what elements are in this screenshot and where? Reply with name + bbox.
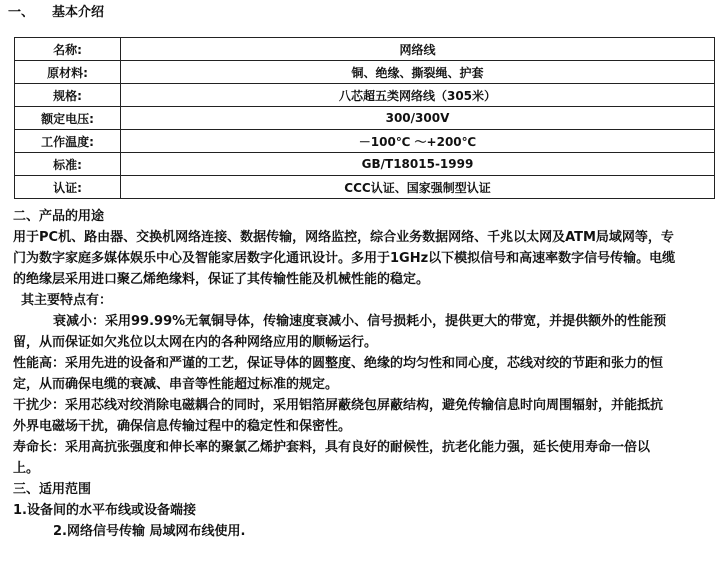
section1-heading (8, 4, 104, 22)
spec-value: CCC认证、国家强制型认证 (121, 176, 715, 199)
spec-value: GB/T18015-1999 (121, 153, 715, 176)
table-row (15, 107, 715, 130)
feature-line: 留，从而保证如欠兆位以太网在内的各种网络应用的顺畅运行。 (13, 335, 378, 350)
usage-line: 的绝缘层采用进口聚乙烯绝缘料，保证了其传输性能及机械性能的稳定。 (13, 272, 430, 287)
feature-line: 上。 (13, 461, 40, 476)
feature-line: 定，从而确保电缆的衰减、串音等性能超过标准的规定。 (13, 377, 339, 392)
features-title: 其主要特点有： (21, 293, 113, 308)
feature-line: 外界电磁场干扰，确保信息传输过程中的稳定性和保密性。 (13, 419, 352, 434)
spec-table (14, 37, 715, 199)
section3-item: 1.设备间的水平布线或设备端接 (13, 503, 196, 518)
body-text (13, 206, 718, 542)
spec-label: 工作温度: (15, 130, 121, 153)
table-row (15, 153, 715, 176)
feature-line: 干扰少：采用芯线对绞消除电磁耦合的同时，采用铝箔屏蔽绕包屏蔽结构，避免传输信息时向周围辐射，并能抵抗 (13, 398, 664, 413)
table-row (15, 130, 715, 153)
table-row (15, 38, 715, 61)
feature-line: 寿命长：采用高抗张强度和伸长率的聚氯乙烯护套料，具有良好的耐候性，抗老化能力强，延长使用寿命一倍以 (13, 440, 651, 455)
feature-line: 衰减小：采用99.99%无氧铜导体，传输速度衰减小、信号损耗小，提供更大的带宽，并提供额外的性能预 (53, 314, 667, 329)
table-row (15, 84, 715, 107)
spec-label: 名称: (15, 38, 121, 61)
spec-value: －100℃ ～+200℃ (121, 130, 715, 153)
section1-title: 基本介绍 (52, 5, 105, 20)
section1-number: 一、 (8, 5, 35, 20)
usage-line: 用于PC机、路由器、交换机网络连接、数据传输，网络监控，综合业务数据网络、千兆以太网及ATM局域网等，专 (13, 230, 674, 245)
spec-label: 原材料: (15, 61, 121, 84)
spec-label: 标准: (15, 153, 121, 176)
spec-label: 认证: (15, 176, 121, 199)
spec-label: 额定电压: (15, 107, 121, 130)
table-row (15, 176, 715, 199)
spec-label: 规格: (15, 84, 121, 107)
usage-line: 门为数字家庭多媒体娱乐中心及智能家居数字化通讯设计。多用于1GHz以下模拟信号和高速率数字信号传输。电缆 (13, 251, 676, 266)
spec-value: 八芯超五类网络线（305米） (121, 84, 715, 107)
feature-line: 性能高：采用先进的设备和严谨的工艺，保证导体的圆整度、绝缘的均匀性和同心度，芯线对绞的节距和张力的恒 (13, 356, 664, 371)
section2-title: 二、产品的用途 (13, 209, 105, 224)
section3-item: 2.网络信号传输 局域网布线使用. (53, 524, 246, 539)
spec-value: 网络线 (121, 38, 715, 61)
spec-value: 铜、绝缘、撕裂绳、护套 (121, 61, 715, 84)
section3-title: 三、适用范围 (13, 482, 92, 497)
table-row (15, 61, 715, 84)
spec-value: 300/300V (121, 107, 715, 130)
